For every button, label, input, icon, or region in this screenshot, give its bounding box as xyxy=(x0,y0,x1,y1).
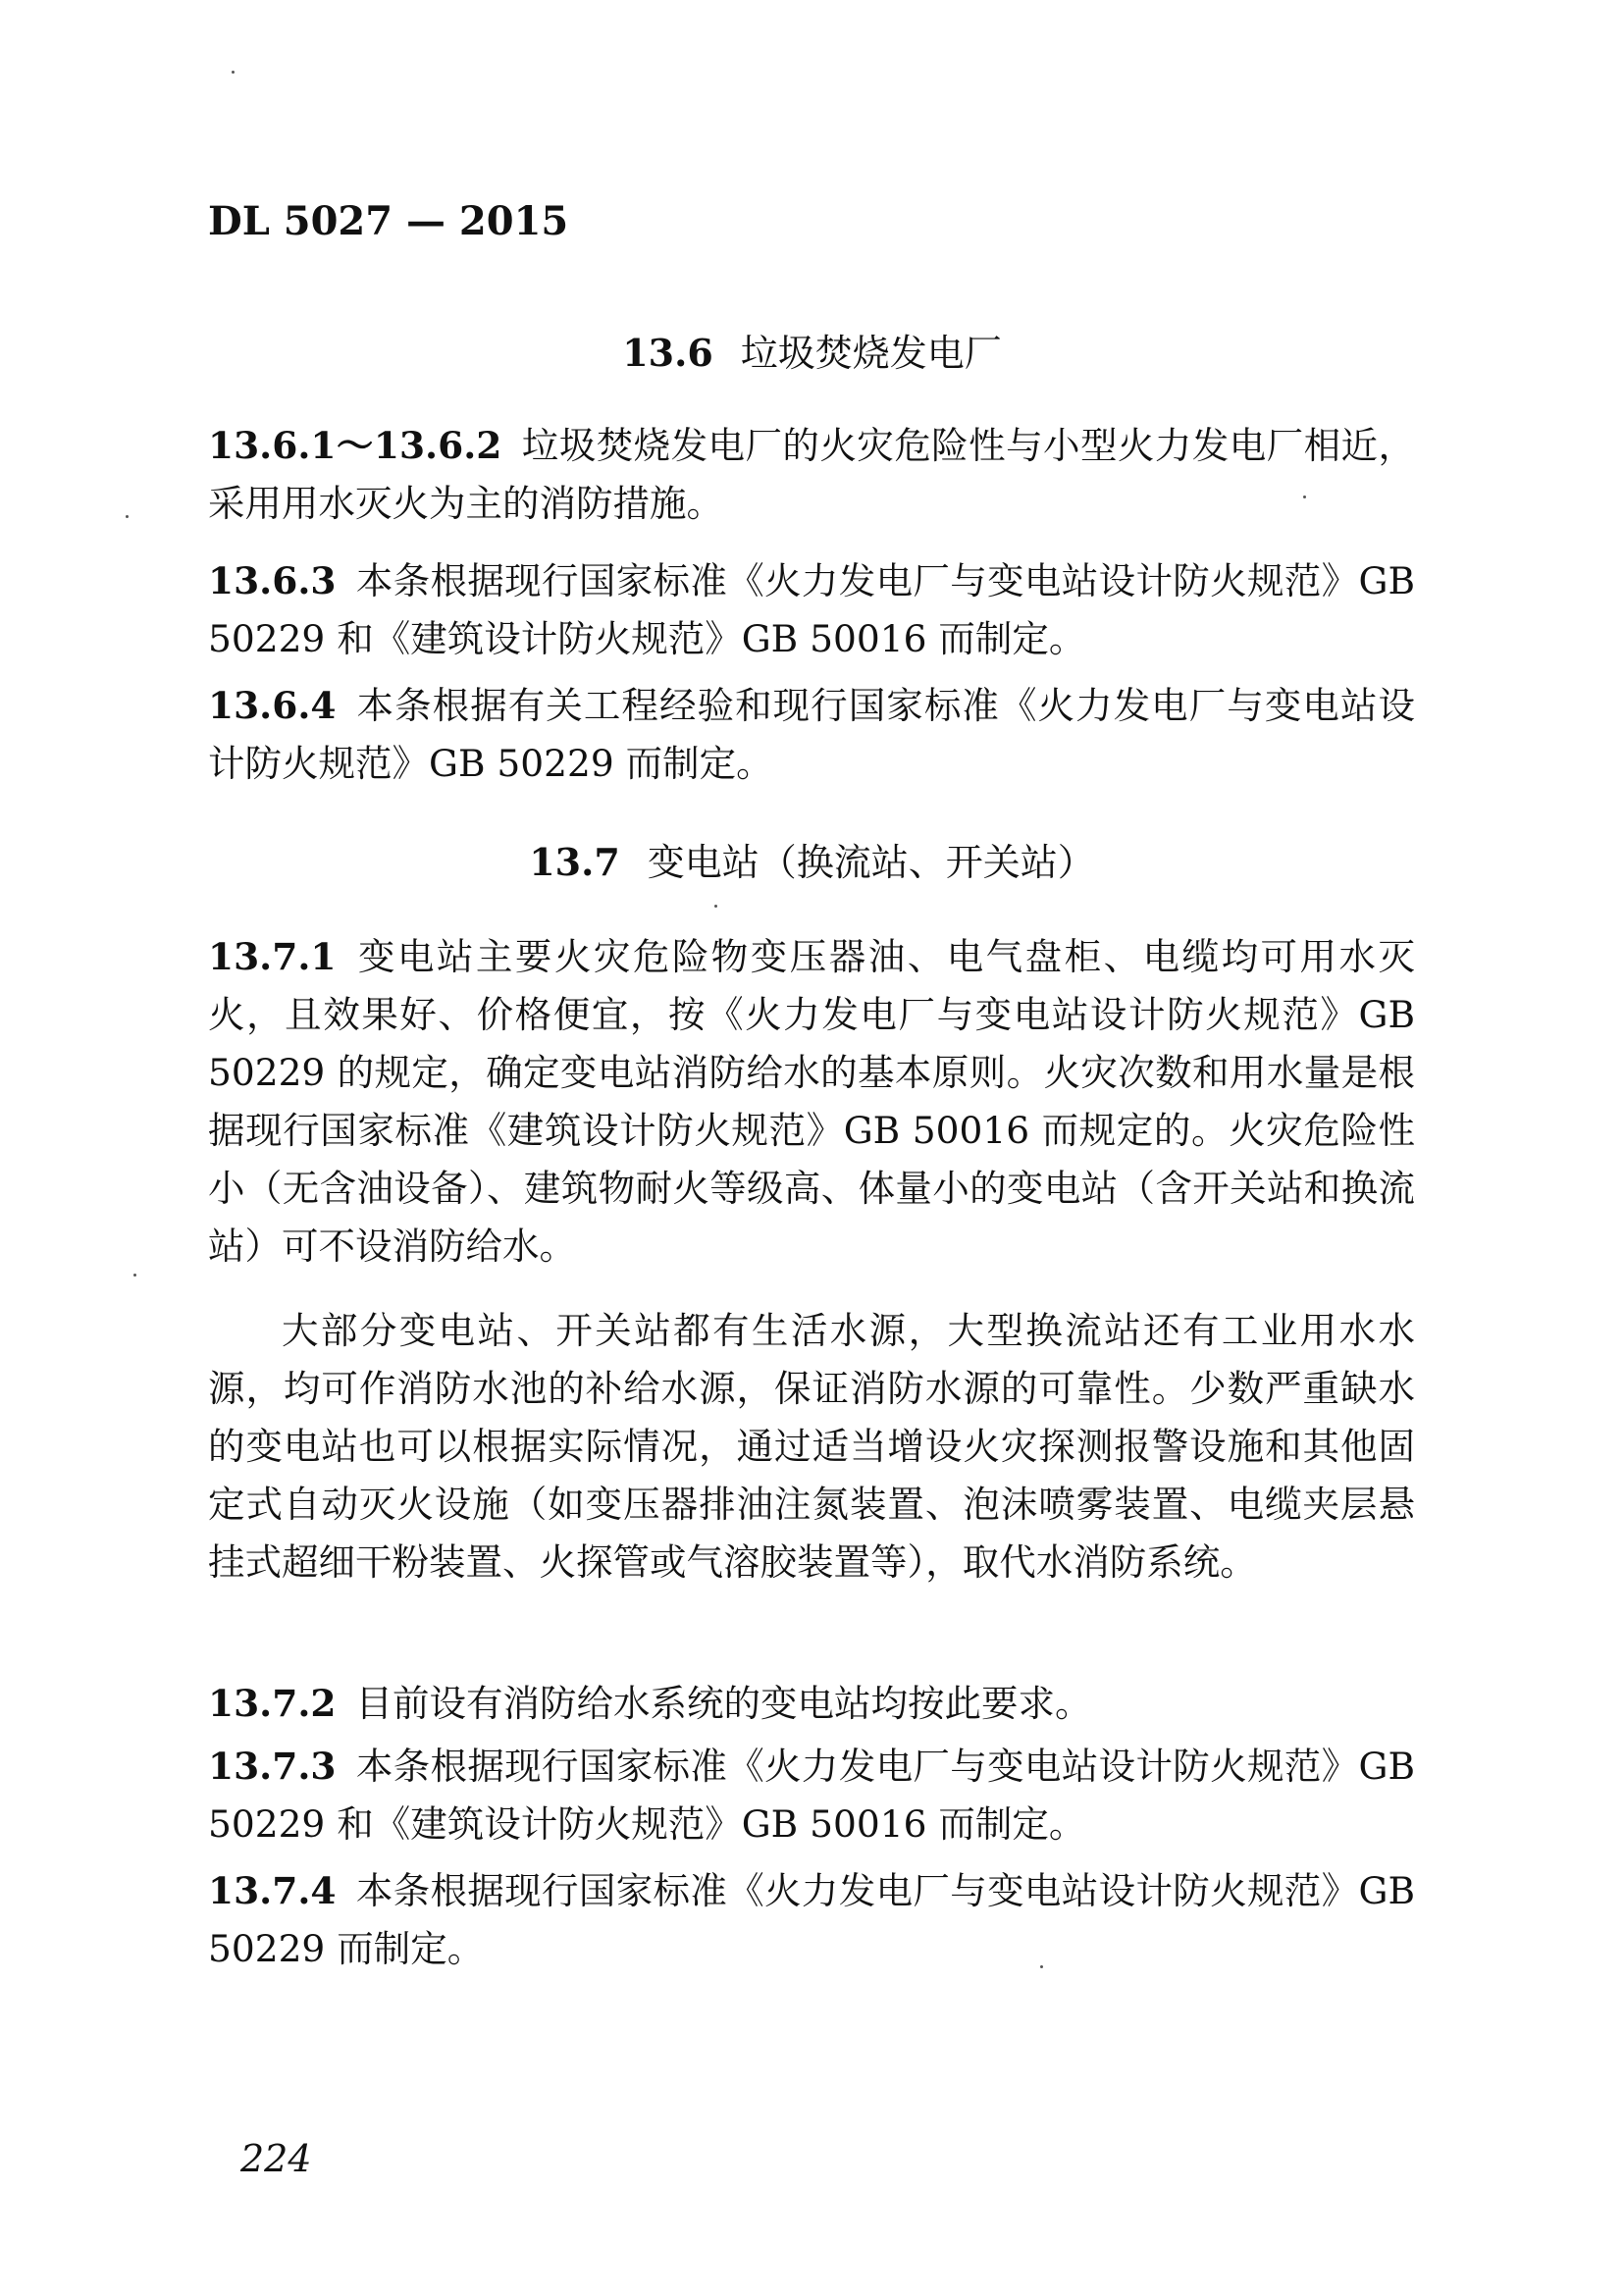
section-number: 13.6 xyxy=(622,331,713,375)
clause-text: 本条根据现行国家标准《火力发电厂与变电站设计防火规范》GB 50229 和《建筑设计防火规范》GB 50016 而制定。 xyxy=(208,1745,1415,1846)
clause-number: 13.6.4 xyxy=(208,684,337,727)
section-heading-13-6 xyxy=(0,324,1624,383)
scan-speck xyxy=(1303,496,1306,498)
clause-13-7-3 xyxy=(208,1738,1415,1853)
scan-speck xyxy=(1040,1965,1043,1968)
clause-number: 13.7.3 xyxy=(208,1745,337,1788)
clause-number: 13.7.1 xyxy=(208,935,337,978)
section-title: 变电站（换流站、开关站） xyxy=(647,841,1095,884)
standard-code-header: DL 5027 — 2015 xyxy=(208,198,569,244)
clause-text: 目前设有消防给水系统的变电站均按此要求。 xyxy=(355,1682,1092,1725)
clause-number: 13.7.2 xyxy=(208,1682,337,1725)
section-number: 13.7 xyxy=(529,840,620,884)
page-number: 224 xyxy=(240,2137,312,2180)
clause-text: 变电站主要火灾危险物变压器油、电气盘柜、电缆均可用水灭火，且效果好、价格便宜，按《火力发电厂与变电站设计防火规范》GB 50229 的规定，确定变电站消防给水的基本原则。火灾次数和用水量是根据现行国家标准《建筑设计防火规范》GB 50016 而规定的。火灾危险性小（无含油设备）、建筑物耐火等级高、体量小的变电站（含开关站和换流站）可不设消防给水。 xyxy=(208,935,1415,1268)
scan-speck xyxy=(232,71,235,74)
clause-13-6-3 xyxy=(208,552,1415,668)
section-heading-13-7 xyxy=(0,833,1624,892)
clause-number: 13.6.1～13.6.2 xyxy=(208,424,502,467)
clause-number: 13.6.3 xyxy=(208,559,337,602)
scan-speck xyxy=(714,905,717,908)
clause-text: 垃圾焚烧发电厂的火灾危险性与小型火力发电厂相近，采用用水灭火为主的消防措施。 xyxy=(208,424,1416,525)
clause-13-6-4 xyxy=(208,677,1415,793)
clause-13-7-4 xyxy=(208,1862,1415,1978)
clause-text: 本条根据有关工程经验和现行国家标准《火力发电厂与变电站设计防火规范》GB 50229 而制定。 xyxy=(208,684,1415,785)
clause-number: 13.7.4 xyxy=(208,1869,337,1912)
clause-text: 大部分变电站、开关站都有生活水源，大型换流站还有工业用水水源，均可作消防水池的补给水源，保证消防水源的可靠性。少数严重缺水的变电站也可以根据实际情况，通过适当增设火灾探测报警设施和其他固定式自动灭火设施（如变压器排油注氮装置、泡沫喷雾装置、电缆夹层悬挂式超细干粉装置、火探管或气溶胶装置等），取代水消防系统。 xyxy=(208,1309,1415,1584)
clause-text: 本条根据现行国家标准《火力发电厂与变电站设计防火规范》GB 50229 而制定。 xyxy=(208,1869,1415,1970)
clause-13-7-1 xyxy=(208,928,1415,1276)
section-title: 垃圾焚烧发电厂 xyxy=(740,332,1002,375)
clause-text: 本条根据现行国家标准《火力发电厂与变电站设计防火规范》GB 50229 和《建筑设计防火规范》GB 50016 而制定。 xyxy=(208,559,1415,660)
clause-13-7-2 xyxy=(208,1675,1415,1733)
clause-13-7-1-continuation xyxy=(208,1302,1415,1591)
scan-speck xyxy=(133,1274,136,1277)
clause-13-6-1-2 xyxy=(208,417,1415,533)
scan-speck xyxy=(126,515,129,518)
